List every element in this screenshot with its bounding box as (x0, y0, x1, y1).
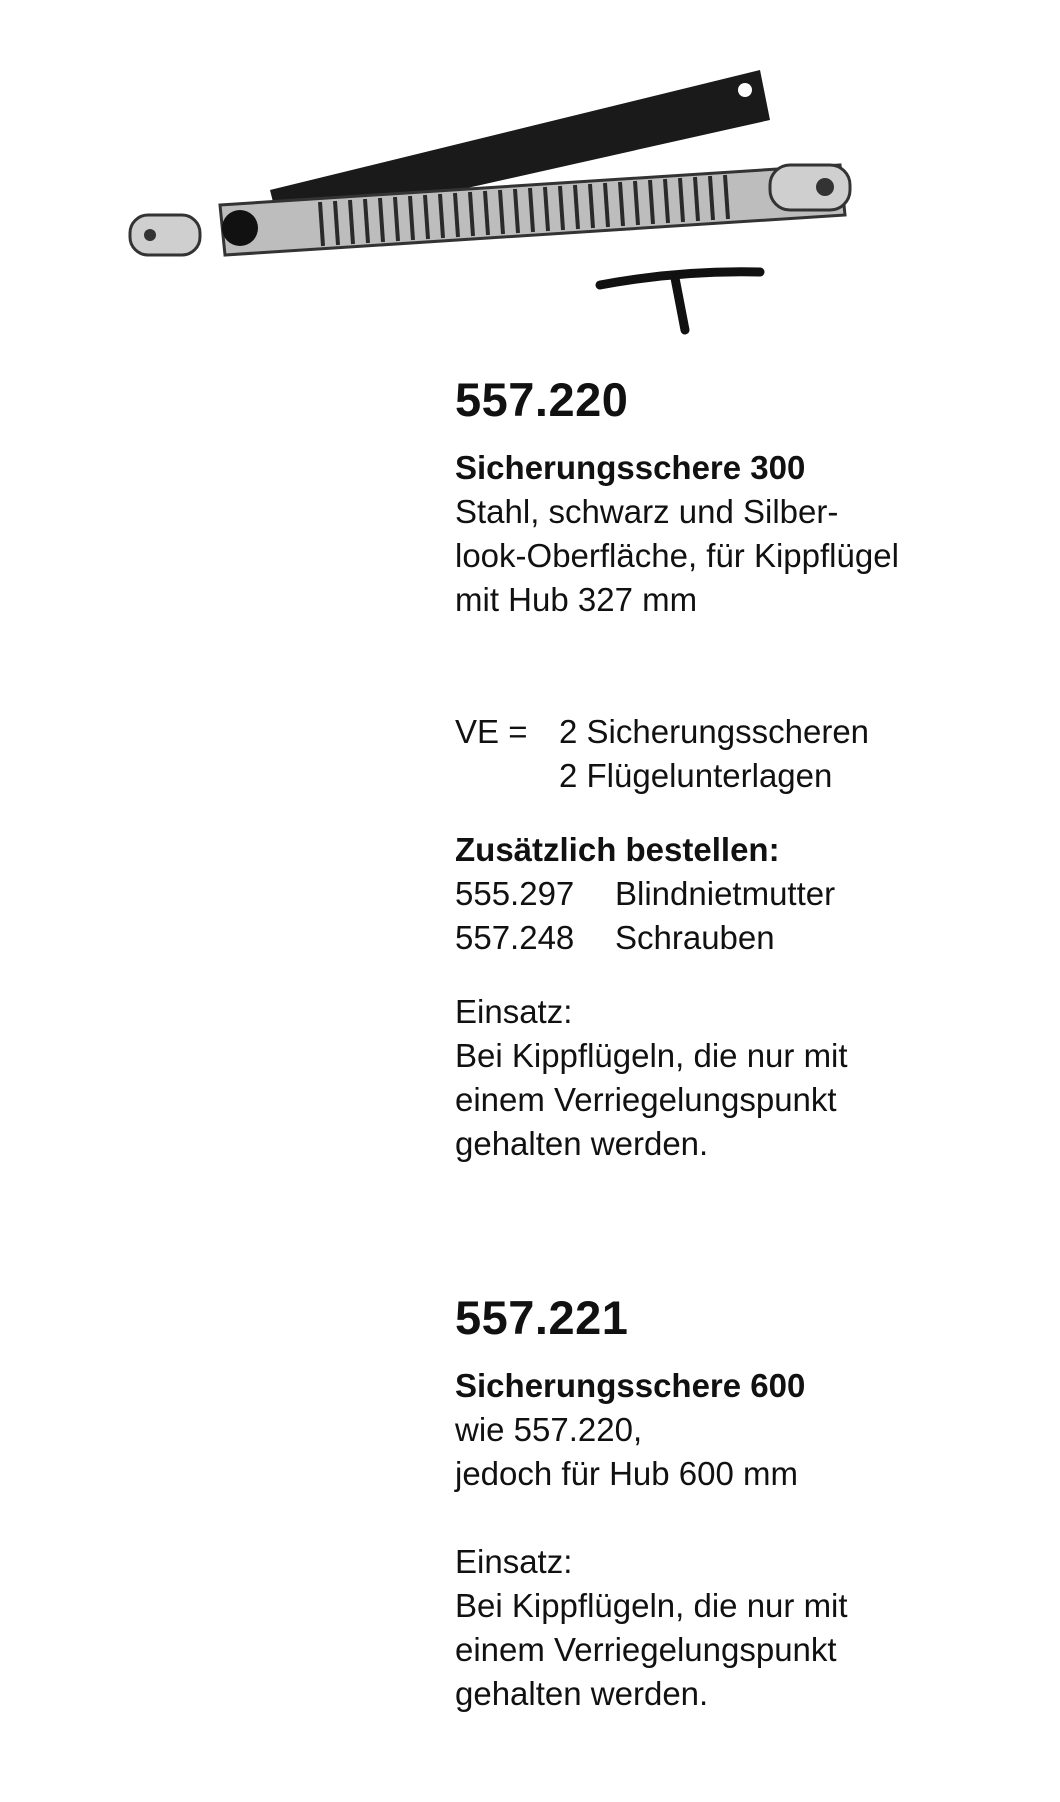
order-code: 557.248 (455, 919, 575, 956)
order-label: Blindnietmutter (615, 875, 836, 912)
product-name: Sicherungsschere 600 (455, 1367, 806, 1404)
product-number: 557.221 (455, 1291, 629, 1344)
product-557-220 (455, 372, 1015, 1166)
order-heading: Zusätzlich bestellen: (455, 831, 780, 868)
usage-line: einem Verriegelungspunkt (455, 1631, 837, 1668)
description-line: Stahl, schwarz und Silber- (455, 493, 839, 530)
product-number: 557.220 (455, 373, 629, 426)
order-item (455, 916, 1015, 960)
description-line: jedoch für Hub 600 mm (455, 1455, 799, 1492)
ve-row (455, 754, 1015, 798)
order-item (455, 872, 1015, 916)
usage-heading: Einsatz: (455, 993, 573, 1030)
usage-line: gehalten werden. (455, 1675, 709, 1712)
ve-row (455, 710, 1015, 754)
ve-value: 2 Sicherungsscheren (559, 713, 870, 750)
order-code: 555.297 (455, 875, 575, 912)
ve-value: 2 Flügelunterlagen (559, 757, 833, 794)
description-line: wie 557.220, (455, 1411, 643, 1448)
scissor-stay-hardware-icon (120, 40, 860, 360)
description-line: mit Hub 327 mm (455, 581, 698, 618)
ve-label: VE = (455, 713, 528, 750)
usage-line: gehalten werden. (455, 1125, 709, 1162)
usage-line: Bei Kippflügeln, die nur mit (455, 1587, 848, 1624)
product-557-221 (455, 1290, 1015, 1716)
description-line: look-Oberfläche, für Kippflügel (455, 537, 899, 574)
usage-line: einem Verriegelungspunkt (455, 1081, 837, 1118)
usage-heading: Einsatz: (455, 1543, 573, 1580)
order-label: Schrauben (615, 919, 775, 956)
usage-line: Bei Kippflügeln, die nur mit (455, 1037, 848, 1074)
product-name: Sicherungsschere 300 (455, 449, 806, 486)
